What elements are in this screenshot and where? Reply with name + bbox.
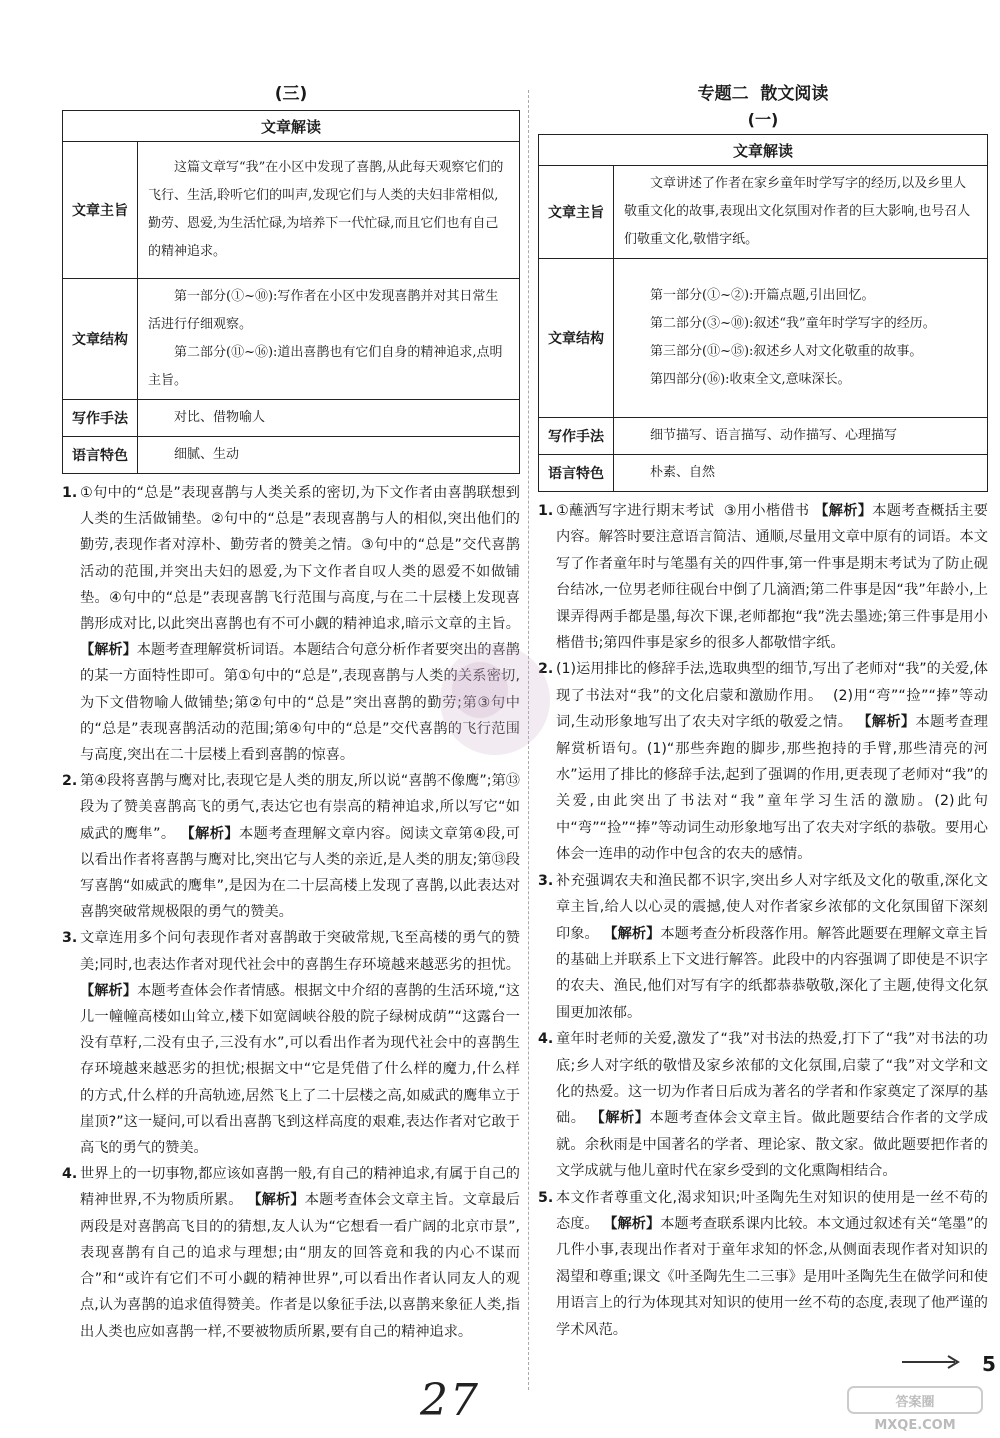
analysis-tag: 【解析】 [603,1215,661,1232]
watermark-url: MXQE.COM [874,1418,956,1433]
answer-item [538,868,988,1026]
analysis-tag: 【解析】 [603,925,661,942]
answer-number: 5. [538,1189,554,1206]
section-title: (一) [747,110,779,129]
answer-item [538,1185,988,1343]
answer-text: ①句中的“总是”表现喜鹊与人类关系的密切,为下文作者由喜鹊联想到人类的生活做铺垫。②句中的“总是”表现喜鹊与人的相似,突出他们的勤劳,表现作者对淳朴、勤劳者的赞美之情。③句中的“总是”交代喜鹊活动的范围,并突出夫妇的恩爱,为下文作者自叹人类的恩爱不如做铺垫。④句中的“总是”表现喜鹊飞行范围与高度,与在二十层楼上发现喜鹊形成对比,以此突出喜鹊也有不可小觑的精神追求,暗示文章的主旨。 [80,485,520,633]
analysis-tag: 【解析】 [857,714,916,731]
row-label-structure: 文章结构 [539,259,614,418]
row-label-theme: 文章主旨 [63,142,138,279]
row-value-structure: 第一部分(①~⑩):写作者在小区中发现喜鹊并对其日常生活进行仔细观察。 第二部分(⑪~⑯):道出喜鹊也有它们自身的精神追求,点明主旨。 [138,279,520,400]
row-value-language: 朴素、自然 [614,455,988,492]
page-arrow-decoration [900,1352,970,1372]
watermark-text: 答案圈 [895,1395,935,1410]
answer-item [538,498,988,656]
analysis-text: 本题考查理解文章内容。阅读文章第④段,可以看出作者将喜鹊与鹰对比,突出它与人类的亲近,是人类的朋友;第⑬段写喜鹊“如威武的鹰隼”,是因为在二十层高楼上发现了喜鹊,以此表达对喜鹊突破常规极限的勇气的赞美。 [80,825,520,921]
watermark-logo [840,1385,990,1435]
answer-number: 1. [62,485,78,501]
row-label-structure: 文章结构 [63,279,138,400]
answer-number: 3. [62,930,78,947]
analysis-tag: 【解析】 [80,982,138,999]
row-value-theme: 文章讲述了作者在家乡童年时学写字的经历,以及乡里人敬重文化的故事,表现出文化氛围对作者的巨大影响,也号召人们敬重文化,敬惜字纸。 [614,166,988,259]
analysis-tag: 【解析】 [80,642,137,659]
answer-text: (1)运用排比的修辞手法,选取典型的细节,写出了老师对“我”的关爱,体现了书法对“我”的文化启蒙和激励作用。 (2)用“弯”“捡”“捧”等动词,生动形象地写出了农夫对字纸的敬爱之情。 [556,661,988,731]
analysis-text: 本题考查体会作者情感。根据文中介绍的喜鹊的生活环境,“这儿一幢幢高楼如山耸立,楼下如宽阔峡谷般的院子绿树成荫”“这露台一没有草籽,二没有虫子,三没有水”,可以看出作者为现代社会中的喜鹊生存环境越来越恶劣的担忧;根据文中“它是凭借了什么样的魔力,什么样的方式,什么样的升高轨迹,居然飞上了二十层楼之高,如威武的鹰隼立于崖顶?”这一疑问,可以看出喜鹊飞到这样高度的艰难,表达作者对它敢于高飞的勇气的赞美。 [80,982,520,1157]
answer-item [62,925,520,1161]
answer-text: 第④段将喜鹊与鹰对比,表现它是人类的朋友,所以说“喜鹊不像鹰”;第⑬段为了赞美喜鹊高飞的勇气,表达它也有崇高的精神追求,所以写它“如威武的鹰隼”。 [80,773,520,842]
article-summary-table [538,134,988,492]
answer-text: 世界上的一切事物,都应该如喜鹊一般,有自己的精神追求,有属于自己的精神世界,不为物质所累。 [80,1166,520,1209]
row-label-technique: 写作手法 [63,400,138,437]
row-value-technique: 细节描写、语言描写、动作描写、心理描写 [614,418,988,455]
row-value-structure: 第一部分(①~②):开篇点题,引出回忆。 第二部分(③~⑩):叙述“我”童年时学写字的经历。 第三部分(⑪~⑮):叙述乡人对文化敬重的故事。 第四部分(⑯):收束全文,意味深长。 [614,259,988,418]
right-column [538,80,988,1343]
answer-number: 2. [62,773,78,790]
answer-number: 4. [538,1031,554,1048]
section-title: (三) [274,84,308,104]
row-value-theme: 这篇文章写“我”在小区中发现了喜鹊,从此每天观察它们的飞行、生活,聆听它们的叫声,发现它们与人类的夫妇非常相似,勤劳、恩爱,为生活忙碌,为培养下一代忙碌,而且它们也有自己的精神追求。 [138,142,520,279]
analysis-text: 本题考查概括主要内容。解答时要注意语言简洁、通顺,尽量用文章中原有的词语。本文写了作者童年时与笔墨有关的四件事,第一件事是期末考试为了防止砚台结冰,一位男老师往砚台中倒了几滴酒;第二件事是因“我”年龄小,上课弄得两手都是墨,每次下课,老师都抱“我”洗去墨迹;第三件事是用小楷借书;第四件事是家乡的很多人都敬惜字纸。 [556,503,988,652]
analysis-text: 本题考查理解赏析词语。本题结合句意分析作者要突出的喜鹊的某一方面特性即可。第①句中的“总是”,表现喜鹊与人类的关系密切,为下文借物喻人做铺垫;第②句中的“总是”突出喜鹊的勤劳;第③句中的“总是”表现喜鹊活动的范围;第④句中的“总是”交代喜鹊的飞行范围与高度,突出在二十层楼上看到喜鹊的惊喜。 [80,642,520,764]
answer-text: ①蘸洒写字进行期末考试 ③用小楷借书 [556,503,810,519]
answer-item [62,1161,520,1344]
analysis-tag: 【解析】 [180,825,240,842]
answer-item [538,656,988,867]
analysis-text: 本题考查体会文章主旨。做此题要结合作者的文学成就。余秋雨是中国著名的学者、理论家、散文家。做此题要把作者的文学成就与他儿童时代在家乡受到的文化熏陶相结合。 [556,1110,988,1180]
analysis-text: 本题考查联系课内比较。本文通过叙述有关“笔墨”的几件小事,表现出作者对于童年求知的怀念,从侧面表现作者对知识的渴望和尊重;课文《叶圣陶先生二三事》是用叶圣陶先生在做学问和使用语言上的行为体现其对知识的使用一丝不苟的态度,表现了他严谨的学术风范。 [556,1215,988,1338]
analysis-tag: 【解析】 [814,503,873,519]
analysis-tag: 【解析】 [247,1192,305,1209]
row-value-technique: 对比、借物喻人 [138,400,520,437]
answer-text: 本文作者尊重文化,渴求知识;叶圣陶先生对知识的使用是一丝不苟的态度。 [556,1189,988,1232]
page-number: 5 [982,1352,996,1376]
topic-title: 专题二 散文阅读 [697,84,829,104]
handwritten-page-number: 27 [420,1375,480,1426]
analysis-text: 本题考查理解赏析语句。(1)“那些奔跑的脚步,那些抱持的手臂,那些清亮的河水”运用了排比的修辞手法,起到了强调的作用,更表现了老师对“我”的关爱,由此突出了书法对“我”童年学习生活的激励。(2)此句中“弯”“捡”“捧”等动词生动形象地写出了农夫对字纸的恭敬。要用心体会一连串的动作中包含的农夫的感情。 [556,714,988,863]
answer-list [538,498,988,1343]
answer-number: 4. [62,1166,78,1183]
row-label-theme: 文章主旨 [539,166,614,259]
answer-list [62,480,520,1345]
analysis-text: 本题考查体会文章主旨。文章最后两段是对喜鹊高飞目的的猜想,友人认为“它想看一看广阔的北京市景”,表现喜鹊有自己的追求与理想;由“朋友的回答竟和我的内心不谋而合”和“或许有它们不可小觑的精神世界”,可以看出作者认同友人的观点,认为喜鹊的追求值得赞美。作者是以象征手法,以喜鹊来象征人类,指出人类也应如喜鹊一样,不要被物质所累,要有自己的精神追求。 [80,1192,520,1340]
row-label-language: 语言特色 [63,437,138,474]
answer-text: 童年时老师的关爱,激发了“我”对书法的热爱,打下了“我”对书法的功底;乡人对字纸的敬惜及家乡浓郁的文化氛围,启蒙了“我”对文学和文化的热爱。这一切为作者日后成为著名的学者和作家奠定了深厚的基础。 [556,1031,988,1127]
answer-number: 2. [538,661,554,678]
answer-text: 补充强调农夫和渔民都不识字,突出乡人对字纸及文化的敬重,深化文章主旨,给人以心灵的震撼,使人对作者家乡浓郁的文化氛围留下深刻印象。 [556,872,988,942]
answer-item [538,1026,988,1184]
answer-number: 1. [538,503,554,519]
table-header: 文章解读 [539,135,988,166]
row-label-technique: 写作手法 [539,418,614,455]
analysis-tag: 【解析】 [590,1110,650,1127]
answer-text: 文章连用多个问句表现作者对喜鹊敢于突破常规,飞至高楼的勇气的赞美;同时,也表达作者对现代社会中的喜鹊生存环境越来越恶劣的担忧。 [80,930,520,973]
answer-number: 3. [538,872,554,889]
faint-stamp-mark [425,630,565,770]
answer-item [62,768,520,925]
row-label-language: 语言特色 [539,455,614,492]
table-header: 文章解读 [63,111,520,142]
article-summary-table [62,110,520,474]
analysis-text: 本题考查分析段落作用。解答此题要在理解文章主旨的基础上并联系上下文进行解答。此段中的内容强调了即使是不识字的农夫、渔民,他们对写有字的纸都恭恭敬敬,深化了主题,使得文化氛围更加浓郁。 [556,925,988,1021]
row-value-language: 细腻、生动 [138,437,520,474]
